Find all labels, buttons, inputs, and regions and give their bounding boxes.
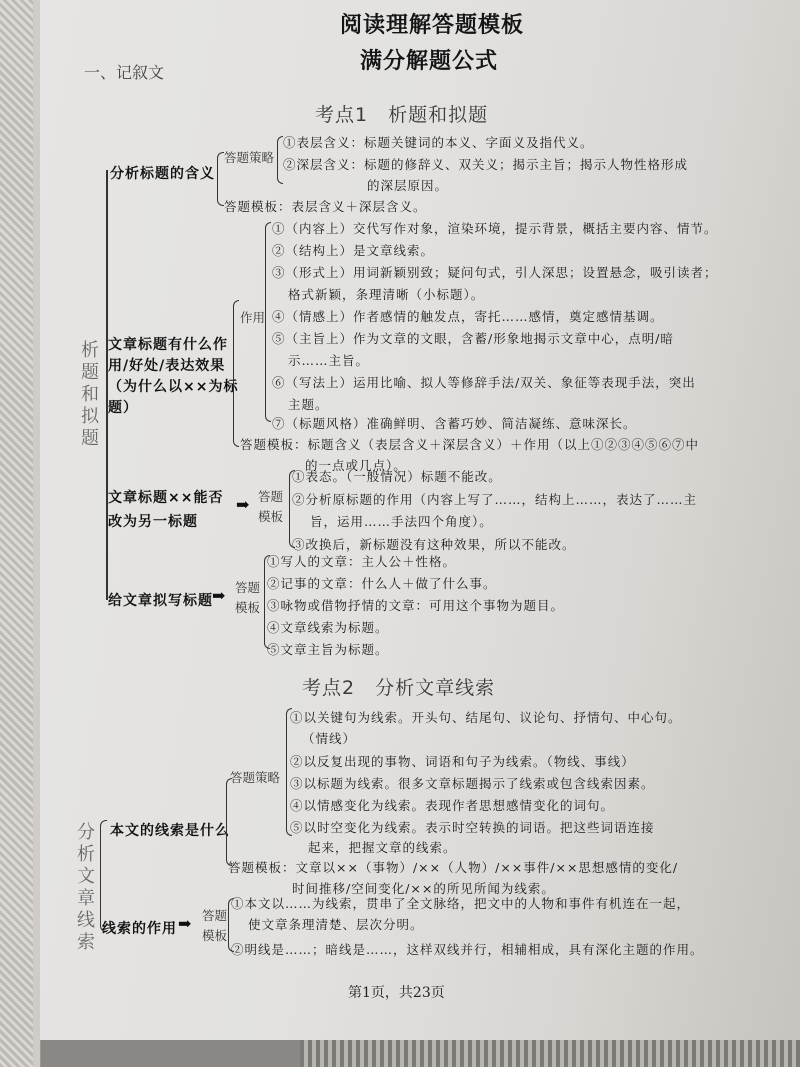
brace (226, 778, 232, 866)
template-item: ④文章线索为标题。 (267, 620, 389, 635)
label-line: 答题 (258, 489, 284, 504)
template-text: 答题模板：标题含义（表层含义＋深层含义）＋作用（以上①②③④⑤⑥⑦中 (240, 437, 700, 452)
node-line: 文章标题××能否 (108, 490, 224, 506)
strategy-item-cont: 起来，把握文章的线索。 (308, 840, 457, 855)
template-item: ①表态。（一般情况）标题不能改。 (292, 469, 502, 484)
effect-item: ①（内容上）交代写作对象，渲染环境，提示背景，概括主要内容、情节。 (272, 221, 718, 236)
kaodian2-heading: 考点2 分析文章线索 (302, 677, 496, 699)
template-item: ②记事的文章：什么人＋做了什么事。 (267, 576, 497, 591)
template-item: ②分析原标题的作用（内容上写了……，结构上……，表达了……主 (292, 492, 698, 507)
strategy-item: ②深层含义：标题的修辞义、双关义；揭示主旨；揭示人物性格形成 (283, 157, 689, 172)
answer-template-label (235, 578, 260, 618)
brace (265, 222, 271, 422)
effect-label: 作用 (240, 310, 266, 325)
branch-draft-title: 给文章拟写标题 (108, 593, 213, 609)
strategy-item: ①表层含义：标题关键词的本义、字面义及指代义。 (283, 135, 594, 150)
effect-item: ④（情感上）作者感情的触发点，寄托……感情，奠定感情基调。 (272, 309, 664, 324)
strategy-item: ①以关键句为线索。开头句、结尾句、议论句、抒情句、中心句。 (290, 710, 682, 725)
brace (100, 820, 107, 932)
label-line: 答题 (235, 580, 261, 595)
template-text: 答题模板：文章以××（事物）/××（人物）/××事件/××思想感情的变化/ (228, 860, 679, 875)
page-number: 第1页，共23页 (348, 985, 445, 1001)
strategy-item-cont: （情线） (302, 731, 357, 746)
branch-title-change (108, 486, 223, 534)
template-item: ⑤文章主旨为标题。 (267, 642, 389, 657)
label-line: 答题 (202, 908, 228, 923)
strategy-item: ②以反复出现的事物、词语和句子为线索。（物线、事线） (290, 754, 635, 769)
template-text-cont: 时间推移/空间变化/××的所见所闻为线索。 (292, 881, 555, 896)
label-line: 模板 (235, 600, 261, 615)
effect-item: ②（结构上）是文章线索。 (272, 243, 435, 258)
arrow-icon: ➡ (236, 495, 250, 514)
page-title: 阅读理解答题模板 (340, 13, 525, 38)
effect-item: ⑦（标题风格）准确鲜明、含蓄巧妙、简洁凝练、意味深长。 (272, 416, 637, 431)
answer-template-label (258, 487, 283, 527)
section-heading: 一、记叙文 (84, 63, 165, 82)
template-item: ③改换后，新标题没有这种效果，所以不能改。 (292, 537, 576, 552)
effect-item: ⑥（写法上）运用比喻、拟人等修辞手法/双关、象征等表现手法，突出 (272, 375, 696, 390)
effect-item: ③（形式上）用词新颖别致；疑问句式，引人深思；设置悬念，吸引读者； (272, 265, 718, 280)
effect-item-cont: 主题。 (288, 397, 329, 412)
template-item: ②明线是……；暗线是……，这样双线并行，相辅相成，具有深化主题的作用。 (231, 942, 704, 957)
brace (286, 708, 292, 836)
kaodian1-side-label: 析题和拟题 (81, 340, 99, 449)
node-line: 改为另一标题 (108, 514, 198, 530)
effect-item: ⑤（主旨上）作为文章的文眼，含蓄/形象地揭示文章中心，点明/暗 (272, 331, 674, 346)
page-subtitle: 满分解题公式 (360, 49, 499, 74)
template-item-cont: 旨，运用……手法四个角度）。 (310, 514, 493, 529)
strategy-item-cont: 的深层原因。 (367, 178, 449, 193)
branch-analyze-title-meaning: 分析标题的含义 (110, 166, 215, 182)
template-text: 答题模板：表层含义＋深层含义。 (224, 199, 427, 214)
arrow-icon: ➡ (178, 914, 192, 933)
effect-item-cont: 格式新颖，条理清晰（小标题）。 (288, 287, 485, 302)
template-text-cont: 的一点或几点）。 (305, 458, 407, 473)
kaodian2-side-label: 分析文章线索 (77, 822, 95, 953)
document-page (40, 0, 800, 1040)
node-line: 用/好处/表达效果 (108, 358, 226, 374)
node-line: （为什么以××为标 (108, 379, 239, 395)
effect-item-cont: 示……主旨。 (288, 353, 370, 368)
background-fabric (300, 1040, 800, 1067)
strategy-label: 答题策略 (230, 770, 281, 785)
template-item: ①写人的文章：主人公＋性格。 (267, 554, 457, 569)
arrow-icon: ➡ (212, 586, 226, 605)
template-item: ①本文以……为线索，贯串了全文脉络，把文中的人物和事件有机连在一起， (231, 896, 691, 911)
node-line: 题） (108, 400, 138, 416)
strategy-item: ④以情感变化为线索。表现作者思想感情变化的词句。 (290, 798, 615, 813)
branch-title-effect (108, 335, 248, 419)
brace (233, 300, 239, 447)
answer-template-label (202, 906, 227, 946)
brace (217, 152, 224, 206)
node-line: 文章标题有什么作 (108, 337, 228, 353)
strategy-item: ⑤以时空变化为线索。表示时空转换的词语。把这些词语连接 (290, 820, 655, 835)
branch-clue-effect: 线索的作用 (102, 921, 177, 937)
strategy-label: 答题策略 (224, 150, 275, 165)
template-item: ③咏物或借物抒情的文章：可用这个事物为题目。 (267, 598, 565, 613)
label-line: 模板 (202, 928, 228, 943)
label-line: 模板 (258, 509, 284, 524)
strategy-item: ③以标题为线索。很多文章标题揭示了线索或包含线索因素。 (290, 776, 655, 791)
kaodian1-heading: 考点1 析题和拟题 (315, 104, 489, 126)
template-item-cont: 使文章条理清楚、层次分明。 (248, 917, 424, 932)
branch-find-clue: 本文的线索是什么 (110, 823, 230, 839)
